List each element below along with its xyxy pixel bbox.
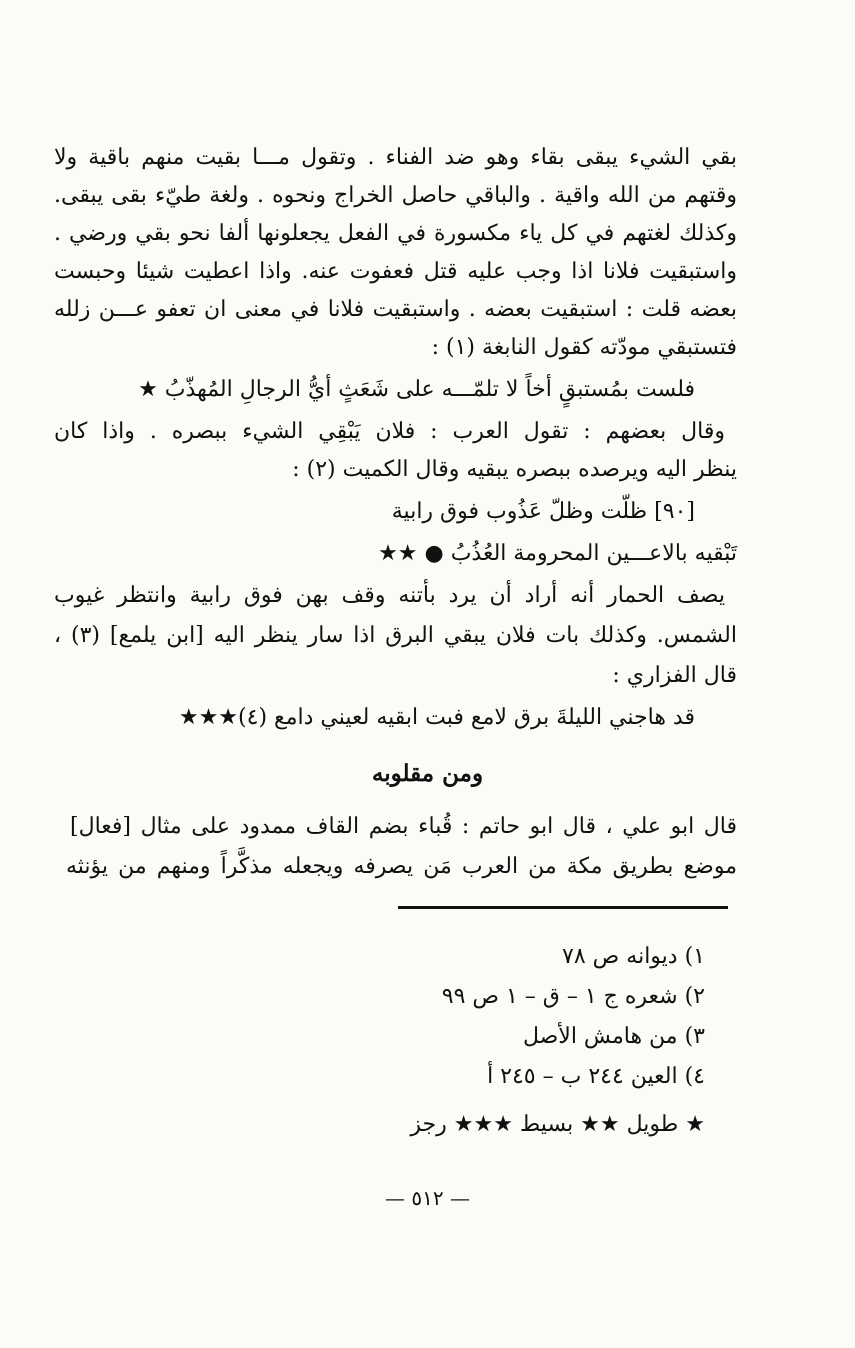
text-line-10: الشمس. وكذلك بات فلان يبقي البرق اذا سار ينظر اليه [ابن يلمع] (٣) ، <box>54 623 737 648</box>
verse-line-1: فلست بمُستبقٍ أخاً لا تلمّـــه على شَعَثٍ أيُّ الرجالِ المُهذّبُ ★ <box>138 377 695 402</box>
footnote-4: ٤) العين ٢٤٤ ب – ٢٤٥ أ <box>487 1064 705 1089</box>
verse-line-4: قد هاجني الليلةَ برق لامع فبت ابقيه لعيني دامع (٤)★★★ <box>178 705 695 730</box>
footnote-2: ٢) شعره ج ١ – ق – ١ ص ٩٩ <box>441 984 705 1009</box>
text-line-2: وقتهم من الله واقية . والباقي حاصل الخراج ونحوه . ولغة طيّء بقى يبقى. <box>54 183 737 208</box>
text-line-3: وكذلك لغتهم في كل ياء مكسورة في الفعل يجعلونها ألفا نحو بقي ورضي . <box>54 221 737 246</box>
text-line-6: فتستبقي مودّته كقول النابغة (١) : <box>431 335 737 360</box>
verse-line-2: [٩٠] ظلّت وظلّ عَذُوب فوق رابية <box>391 499 695 524</box>
text-line-9: يصف الحمار أنه أراد أن يرد بأتنه وقف بهن فوق رابية وانتظر غيوب <box>54 583 725 608</box>
text-line-1: بقي الشيء يبقى بقاء وهو ضد الفناء . وتقول مـــا بقيت منهم باقية ولا <box>54 145 737 170</box>
section-heading: ومن مقلوبه <box>371 760 484 787</box>
text-line-11: قال الفزاري : <box>612 663 737 688</box>
text-line-7: وقال بعضهم : تقول العرب : فلان يَبْقِي الشيء ببصره . واذا كان <box>54 419 725 444</box>
footnote-3: ٣) من هامش الأصل <box>522 1024 705 1049</box>
meter-legend: ★ طويل ★★ بسيط ★★★ رجز <box>410 1112 705 1137</box>
text-line-12: قال ابو علي ، قال ابو حاتم : قُباء بضم القاف ممدود على مثال [فعال] <box>70 814 737 839</box>
footnote-divider <box>398 906 728 909</box>
text-line-13: موضع بطريق مكة من العرب مَن يصرفه ويجعله مذكَّراً ومنهم من يؤنثه <box>66 854 737 879</box>
page-number: — ٥١٢ — <box>385 1186 470 1210</box>
footnote-1: ١) ديوانه ص ٧٨ <box>562 944 705 969</box>
text-line-5: بعضه قلت : استبقيت بعضه . واستبقيت فلانا في معنى ان تعفو عـــن زلله <box>54 297 737 322</box>
text-line-8: ينظر اليه ويرصده ببصره يبقيه وقال الكميت (٢) : <box>292 457 737 482</box>
verse-line-3: تَبْقيه بالاعـــين المحرومة العُذُبُ ● ★★ <box>378 541 737 566</box>
text-line-4: واستبقيت فلانا اذا وجب عليه قتل فعفوت عنه. واذا اعطيت شيئا وحبست <box>54 259 737 284</box>
